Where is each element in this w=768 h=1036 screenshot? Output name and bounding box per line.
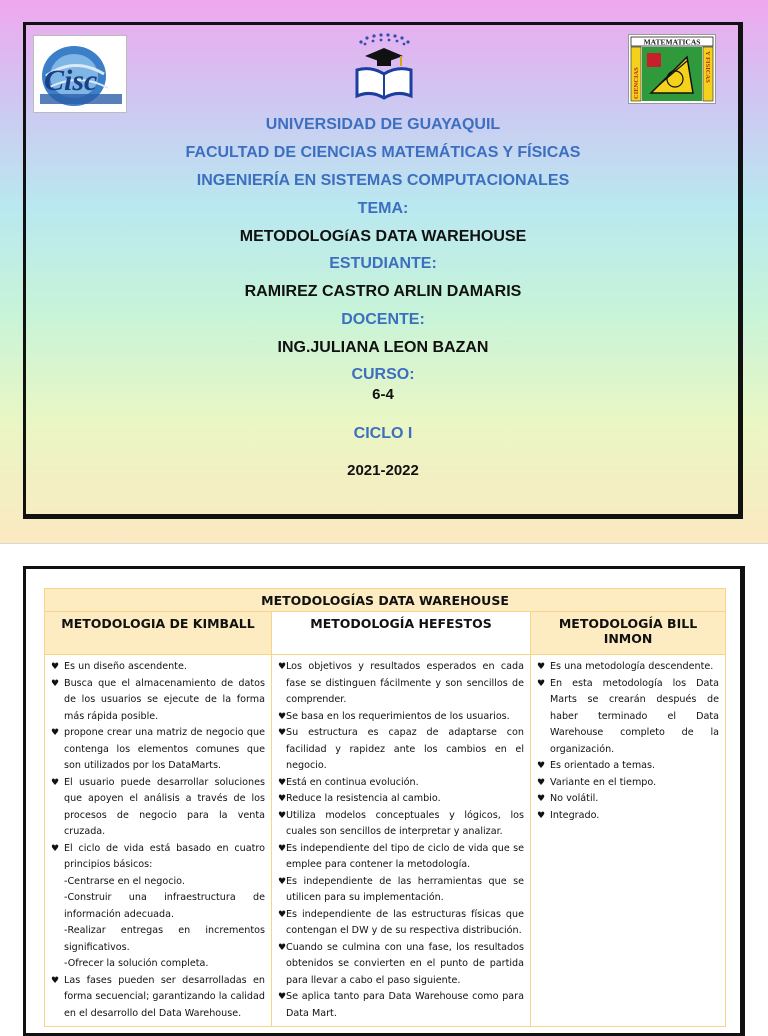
list-item: ♥ Es una metodología descendente. [537, 659, 719, 676]
list-subitem: -Realizar entregas en incrementos significativos. [64, 925, 265, 953]
kimball-header: METODOLOGIA DE KIMBALL [45, 612, 272, 655]
list-item: ♥ Es orientado a temas. [537, 758, 719, 775]
list-item: ♥ Cuando se culmina con una fase, los resultados obtenidos se convierten en el punto de partida para llevar a cabo el paso siguiente. [278, 940, 524, 990]
list-item: ♥ propone crear una matriz de negocio que contenga los elementos comunes que son utilizados por los DataMarts. [51, 725, 265, 775]
list-item: ♥ Es un diseño ascendente. [51, 659, 265, 676]
teacher-label: DOCENTE: [341, 311, 425, 328]
table-title: METODOLOGÍAS DATA WAREHOUSE [45, 589, 726, 612]
cycle-label: CICLO I [353, 425, 413, 442]
list-item: ♥ Integrado. [537, 808, 719, 825]
list-item: ♥ Utiliza modelos conceptuales y lógicos, los cuales son sencillos de interpretar y analizar. [278, 808, 524, 841]
list-item: ♥ Su estructura es capaz de adaptarse con facilidad y rapidez ante los cambios en el negocio. [278, 725, 524, 775]
list-item: ♥ Busca que el almacenamiento de datos de los usuarios se ejecute de la forma más rápida posible. [51, 676, 265, 726]
hefestos-list [278, 659, 524, 1022]
faculty-name: FACULTAD DE CIENCIAS MATEMÁTICAS Y FÍSICAS [185, 144, 581, 161]
list-item: ♥ El usuario puede desarrollar soluciones que apoyen el análisis a través de los procesos de negocio para la venta cruzada. [51, 775, 265, 841]
list-subitem: -Ofrecer la solución completa. [64, 958, 209, 969]
list-item: ♥ El ciclo de vida está basado en cuatro principios básicos: [51, 841, 265, 874]
inmon-cell [531, 655, 726, 1027]
faculty-logo-top-text: MATEMATICAS [643, 37, 701, 47]
course-value: 6-4 [372, 386, 394, 403]
teacher-name: ING.JULIANA LEON BAZAN [277, 339, 489, 356]
list-subitem: -Centrarse en el negocio. [64, 875, 185, 887]
topic-label: TEMA: [357, 200, 409, 217]
list-subitem: -Construir una infraestructura de información adecuada. [64, 892, 265, 920]
course-label: CURSO: [351, 366, 415, 383]
list-item: ♥ Se aplica tanto para Data Warehouse como para Data Mart. [278, 989, 524, 1022]
list-item: ♥ Es independiente de las estructuras físicas que contengan el DW y de su respectiva distribución. [278, 907, 524, 940]
university-emblem [353, 32, 415, 104]
cisc-logo-text: Cisc [44, 64, 98, 97]
list-item: ♥ No volátil. [537, 791, 719, 808]
hefestos-cell [272, 655, 531, 1027]
list-item: ♥ Es independiente de las herramientas que se utilicen para su implementación. [278, 874, 524, 907]
inmon-header: METODOLOGÍA BILL INMON [531, 612, 726, 655]
faculty-logo [628, 34, 716, 104]
table-page [0, 543, 768, 1025]
cisc-logo [33, 35, 127, 113]
faculty-logo-left-text: CIENCIAS [633, 67, 640, 99]
list-item: ♥ Es independiente del tipo de ciclo de vida que se emplee para contener la metodología. [278, 841, 524, 874]
methodologies-table [44, 588, 726, 1027]
academic-years: 2021-2022 [347, 462, 419, 479]
student-label: ESTUDIANTE: [329, 255, 437, 272]
list-item: ♥ Variante en el tiempo. [537, 775, 719, 792]
career-name: INGENIERÍA EN SISTEMAS COMPUTACIONALES [196, 172, 570, 189]
hefestos-header: METODOLOGÍA HEFESTOS [272, 612, 531, 655]
list-item: ♥ En esta metodología los Data Marts se crearán después de haber terminado el Data Warehouse completo de la organización. [537, 676, 719, 759]
list-item: ♥ Se basa en los requerimientos de los usuarios. [278, 709, 524, 726]
list-item: ♥ Está en continua evolución. [278, 775, 524, 792]
list-item: ♥ Las fases pueden ser desarrolladas en forma secuencial; garantizando la calidad en el desarrollo del Data Warehouse. [51, 973, 265, 1023]
kimball-cell [45, 655, 272, 1027]
list-item: ♥ Reduce la resistencia al cambio. [278, 791, 524, 808]
kimball-list [51, 659, 265, 1022]
university-name: UNIVERSIDAD DE GUAYAQUIL [265, 116, 501, 133]
student-name: RAMIREZ CASTRO ARLIN DAMARIS [244, 283, 522, 300]
faculty-logo-right-text: Y FISICAS [704, 51, 711, 83]
topic-value: METODOLOGíAS DATA WAREHOUSE [239, 228, 527, 245]
list-item: ♥ Los objetivos y resultados esperados en cada fase se distinguen fácilmente y son sencillos de comprender. [278, 659, 524, 709]
inmon-list [537, 659, 719, 824]
